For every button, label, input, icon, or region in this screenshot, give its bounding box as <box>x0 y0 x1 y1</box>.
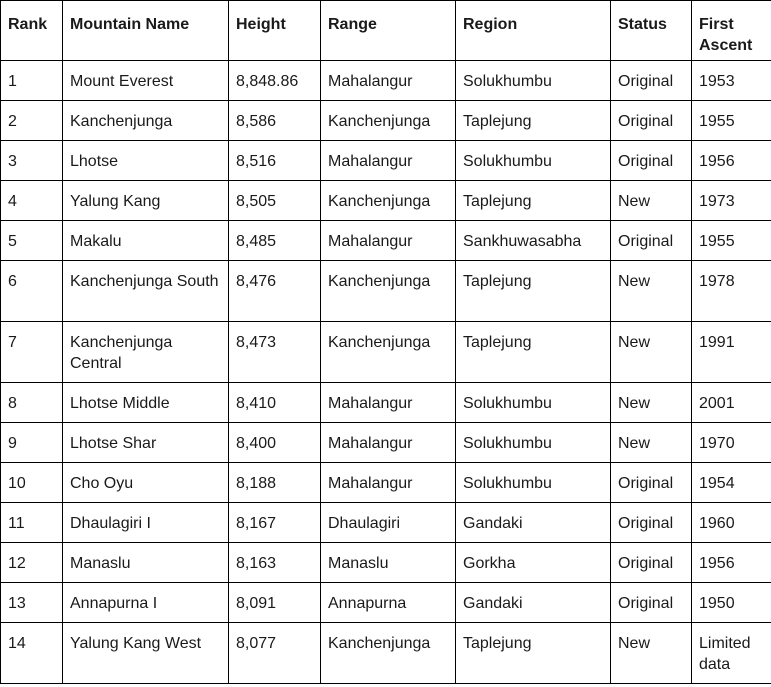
height-cell: 8,077 <box>229 623 321 684</box>
table-row <box>1 463 771 503</box>
first-ascent-cell: 1978 <box>692 261 771 322</box>
first-ascent-cell: Limited data <box>692 623 771 684</box>
mountain-name-cell: Kanchenjunga South <box>63 261 229 322</box>
height-cell: 8,586 <box>229 101 321 141</box>
region-cell: Sankhuwasabha <box>456 221 611 261</box>
region-cell: Taplejung <box>456 101 611 141</box>
range-cell: Mahalangur <box>321 383 456 423</box>
column-header-mountain-name: Mountain Name <box>63 1 229 61</box>
table-row <box>1 61 771 101</box>
table-row <box>1 322 771 383</box>
column-header-first-ascent: First Ascent <box>692 1 771 61</box>
column-header-height: Height <box>229 1 321 61</box>
status-cell: New <box>611 322 692 383</box>
status-cell: Original <box>611 503 692 543</box>
first-ascent-cell: 1960 <box>692 503 771 543</box>
region-cell: Taplejung <box>456 322 611 383</box>
height-cell: 8,410 <box>229 383 321 423</box>
region-cell: Solukhumbu <box>456 423 611 463</box>
region-cell: Taplejung <box>456 261 611 322</box>
status-cell: Original <box>611 583 692 623</box>
rank-cell: 3 <box>1 141 63 181</box>
rank-cell: 6 <box>1 261 63 322</box>
mountain-name-cell: Lhotse Shar <box>63 423 229 463</box>
first-ascent-cell: 1973 <box>692 181 771 221</box>
mountain-name-cell: Yalung Kang <box>63 181 229 221</box>
table-row <box>1 221 771 261</box>
mountain-name-cell: Kanchenjunga Central <box>63 322 229 383</box>
column-header-region: Region <box>456 1 611 61</box>
first-ascent-cell: 1950 <box>692 583 771 623</box>
mountain-name-cell: Kanchenjunga <box>63 101 229 141</box>
table-row <box>1 181 771 221</box>
mountain-name-cell: Lhotse <box>63 141 229 181</box>
range-cell: Kanchenjunga <box>321 101 456 141</box>
region-cell: Solukhumbu <box>456 61 611 101</box>
range-cell: Dhaulagiri <box>321 503 456 543</box>
height-cell: 8,473 <box>229 322 321 383</box>
rank-cell: 12 <box>1 543 63 583</box>
height-cell: 8,167 <box>229 503 321 543</box>
height-cell: 8,091 <box>229 583 321 623</box>
mountain-name-cell: Dhaulagiri I <box>63 503 229 543</box>
first-ascent-cell: 1956 <box>692 141 771 181</box>
range-cell: Kanchenjunga <box>321 623 456 684</box>
range-cell: Kanchenjunga <box>321 322 456 383</box>
status-cell: New <box>611 181 692 221</box>
rank-cell: 1 <box>1 61 63 101</box>
region-cell: Solukhumbu <box>456 383 611 423</box>
status-cell: Original <box>611 61 692 101</box>
range-cell: Mahalangur <box>321 221 456 261</box>
table-row <box>1 623 771 684</box>
column-header-range: Range <box>321 1 456 61</box>
status-cell: Original <box>611 463 692 503</box>
first-ascent-cell: 1955 <box>692 221 771 261</box>
table-row <box>1 543 771 583</box>
range-cell: Annapurna <box>321 583 456 623</box>
column-header-rank: Rank <box>1 1 63 61</box>
region-cell: Solukhumbu <box>456 141 611 181</box>
rank-cell: 14 <box>1 623 63 684</box>
range-cell: Mahalangur <box>321 423 456 463</box>
status-cell: Original <box>611 543 692 583</box>
status-cell: New <box>611 423 692 463</box>
status-cell: New <box>611 623 692 684</box>
table-row <box>1 583 771 623</box>
rank-cell: 5 <box>1 221 63 261</box>
mountain-name-cell: Manaslu <box>63 543 229 583</box>
table-row <box>1 423 771 463</box>
table-row <box>1 383 771 423</box>
mountain-name-cell: Yalung Kang West <box>63 623 229 684</box>
range-cell: Kanchenjunga <box>321 181 456 221</box>
table-row <box>1 261 771 322</box>
rank-cell: 10 <box>1 463 63 503</box>
region-cell: Taplejung <box>456 623 611 684</box>
status-cell: Original <box>611 101 692 141</box>
status-cell: New <box>611 383 692 423</box>
range-cell: Mahalangur <box>321 61 456 101</box>
mountain-name-cell: Makalu <box>63 221 229 261</box>
rank-cell: 2 <box>1 101 63 141</box>
first-ascent-cell: 1953 <box>692 61 771 101</box>
header-row <box>1 1 771 61</box>
rank-cell: 9 <box>1 423 63 463</box>
table-row <box>1 101 771 141</box>
rank-cell: 7 <box>1 322 63 383</box>
region-cell: Gandaki <box>456 583 611 623</box>
height-cell: 8,505 <box>229 181 321 221</box>
first-ascent-cell: 1955 <box>692 101 771 141</box>
height-cell: 8,476 <box>229 261 321 322</box>
column-header-status: Status <box>611 1 692 61</box>
height-cell: 8,188 <box>229 463 321 503</box>
rank-cell: 8 <box>1 383 63 423</box>
region-cell: Taplejung <box>456 181 611 221</box>
range-cell: Mahalangur <box>321 141 456 181</box>
height-cell: 8,400 <box>229 423 321 463</box>
height-cell: 8,485 <box>229 221 321 261</box>
first-ascent-cell: 1970 <box>692 423 771 463</box>
region-cell: Gandaki <box>456 503 611 543</box>
table-row <box>1 141 771 181</box>
range-cell: Mahalangur <box>321 463 456 503</box>
range-cell: Manaslu <box>321 543 456 583</box>
height-cell: 8,848.86 <box>229 61 321 101</box>
first-ascent-cell: 2001 <box>692 383 771 423</box>
height-cell: 8,163 <box>229 543 321 583</box>
mountain-name-cell: Cho Oyu <box>63 463 229 503</box>
rank-cell: 13 <box>1 583 63 623</box>
status-cell: New <box>611 261 692 322</box>
mountain-name-cell: Lhotse Middle <box>63 383 229 423</box>
height-cell: 8,516 <box>229 141 321 181</box>
first-ascent-cell: 1954 <box>692 463 771 503</box>
status-cell: Original <box>611 221 692 261</box>
first-ascent-cell: 1991 <box>692 322 771 383</box>
status-cell: Original <box>611 141 692 181</box>
mountain-name-cell: Mount Everest <box>63 61 229 101</box>
first-ascent-cell: 1956 <box>692 543 771 583</box>
rank-cell: 11 <box>1 503 63 543</box>
table-row <box>1 503 771 543</box>
range-cell: Kanchenjunga <box>321 261 456 322</box>
rank-cell: 4 <box>1 181 63 221</box>
region-cell: Solukhumbu <box>456 463 611 503</box>
mountain-name-cell: Annapurna I <box>63 583 229 623</box>
region-cell: Gorkha <box>456 543 611 583</box>
